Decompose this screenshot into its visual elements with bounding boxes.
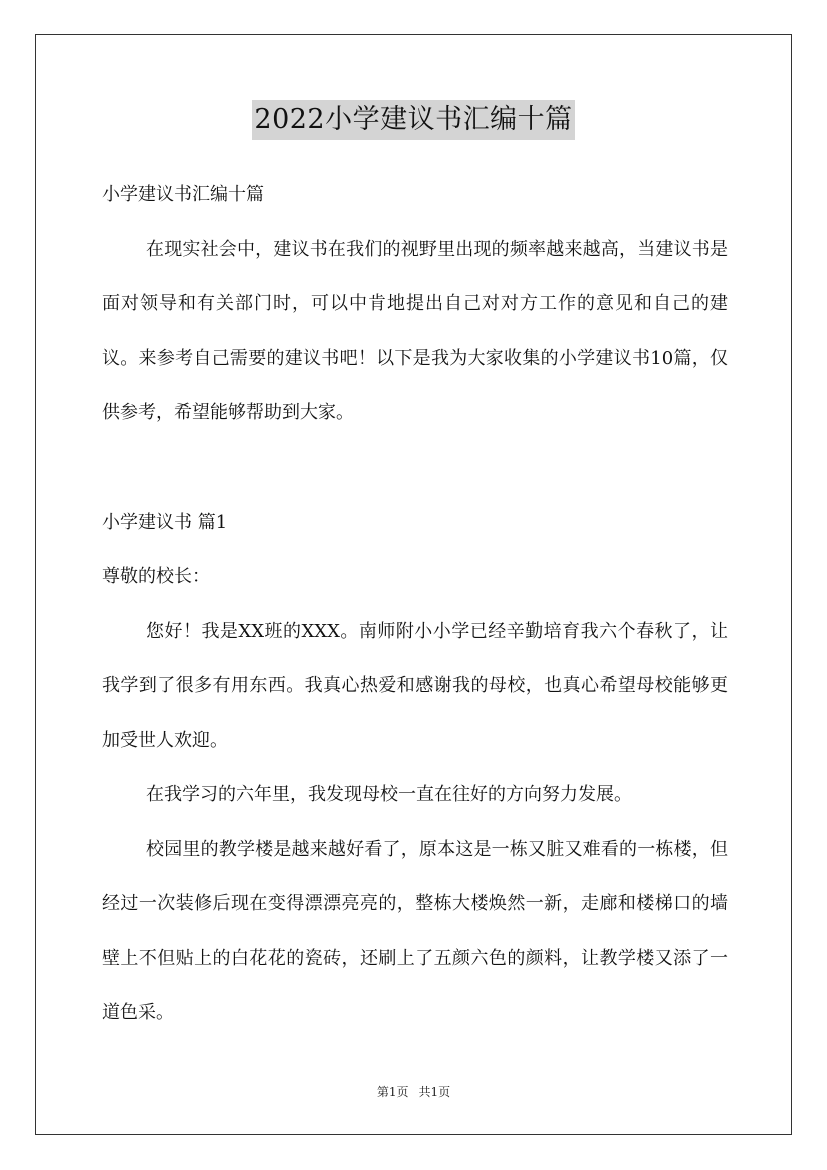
section-spacer (102, 441, 728, 496)
title-container (0, 100, 827, 140)
section-heading: 小学建议书 篇1 (102, 511, 228, 533)
intro-paragraph: 在现实社会中，建议书在我们的视野里出现的频率越来越高，当建议书是面对领导和有关部门时，可以中肯地提出自己对对方工作的意见和自己的建议。来参考自己需要的建议书吧！以下是我为大家收集的小学建议书10篇，仅供参考，希望能够帮助到大家。 (102, 238, 728, 423)
document-subtitle: 小学建议书汇编十篇 (102, 184, 264, 205)
page-number: 第1页 (376, 1085, 409, 1099)
body-paragraph: 在我学习的六年里，我发现母校一直在往好的方向努力发展。 (146, 784, 632, 805)
page-footer (0, 1083, 827, 1100)
body-paragraph: 校园里的教学楼是越来越好看了，原本这是一栋又脏又难看的一栋楼，但经过一次装修后现在变得漂漂亮亮的，整栋大楼焕然一新，走廊和楼梯口的墙壁上不但贴上的白花花的瓷砖，还刷上了五颜六色的颜料，让教学楼又添了一道色采。 (102, 838, 728, 1023)
page-total: 共1页 (418, 1085, 451, 1099)
document-body (102, 168, 728, 1041)
salutation: 尊敬的校长： (102, 566, 210, 587)
document-title: 2022小学建议书汇编十篇 (252, 100, 574, 140)
body-paragraph: 您好！我是XX班的XXX。南师附小小学已经辛勤培育我六个春秋了，让我学到了很多有用东西。我真心热爱和感谢我的母校，也真心希望母校能够更加受世人欢迎。 (102, 620, 728, 751)
